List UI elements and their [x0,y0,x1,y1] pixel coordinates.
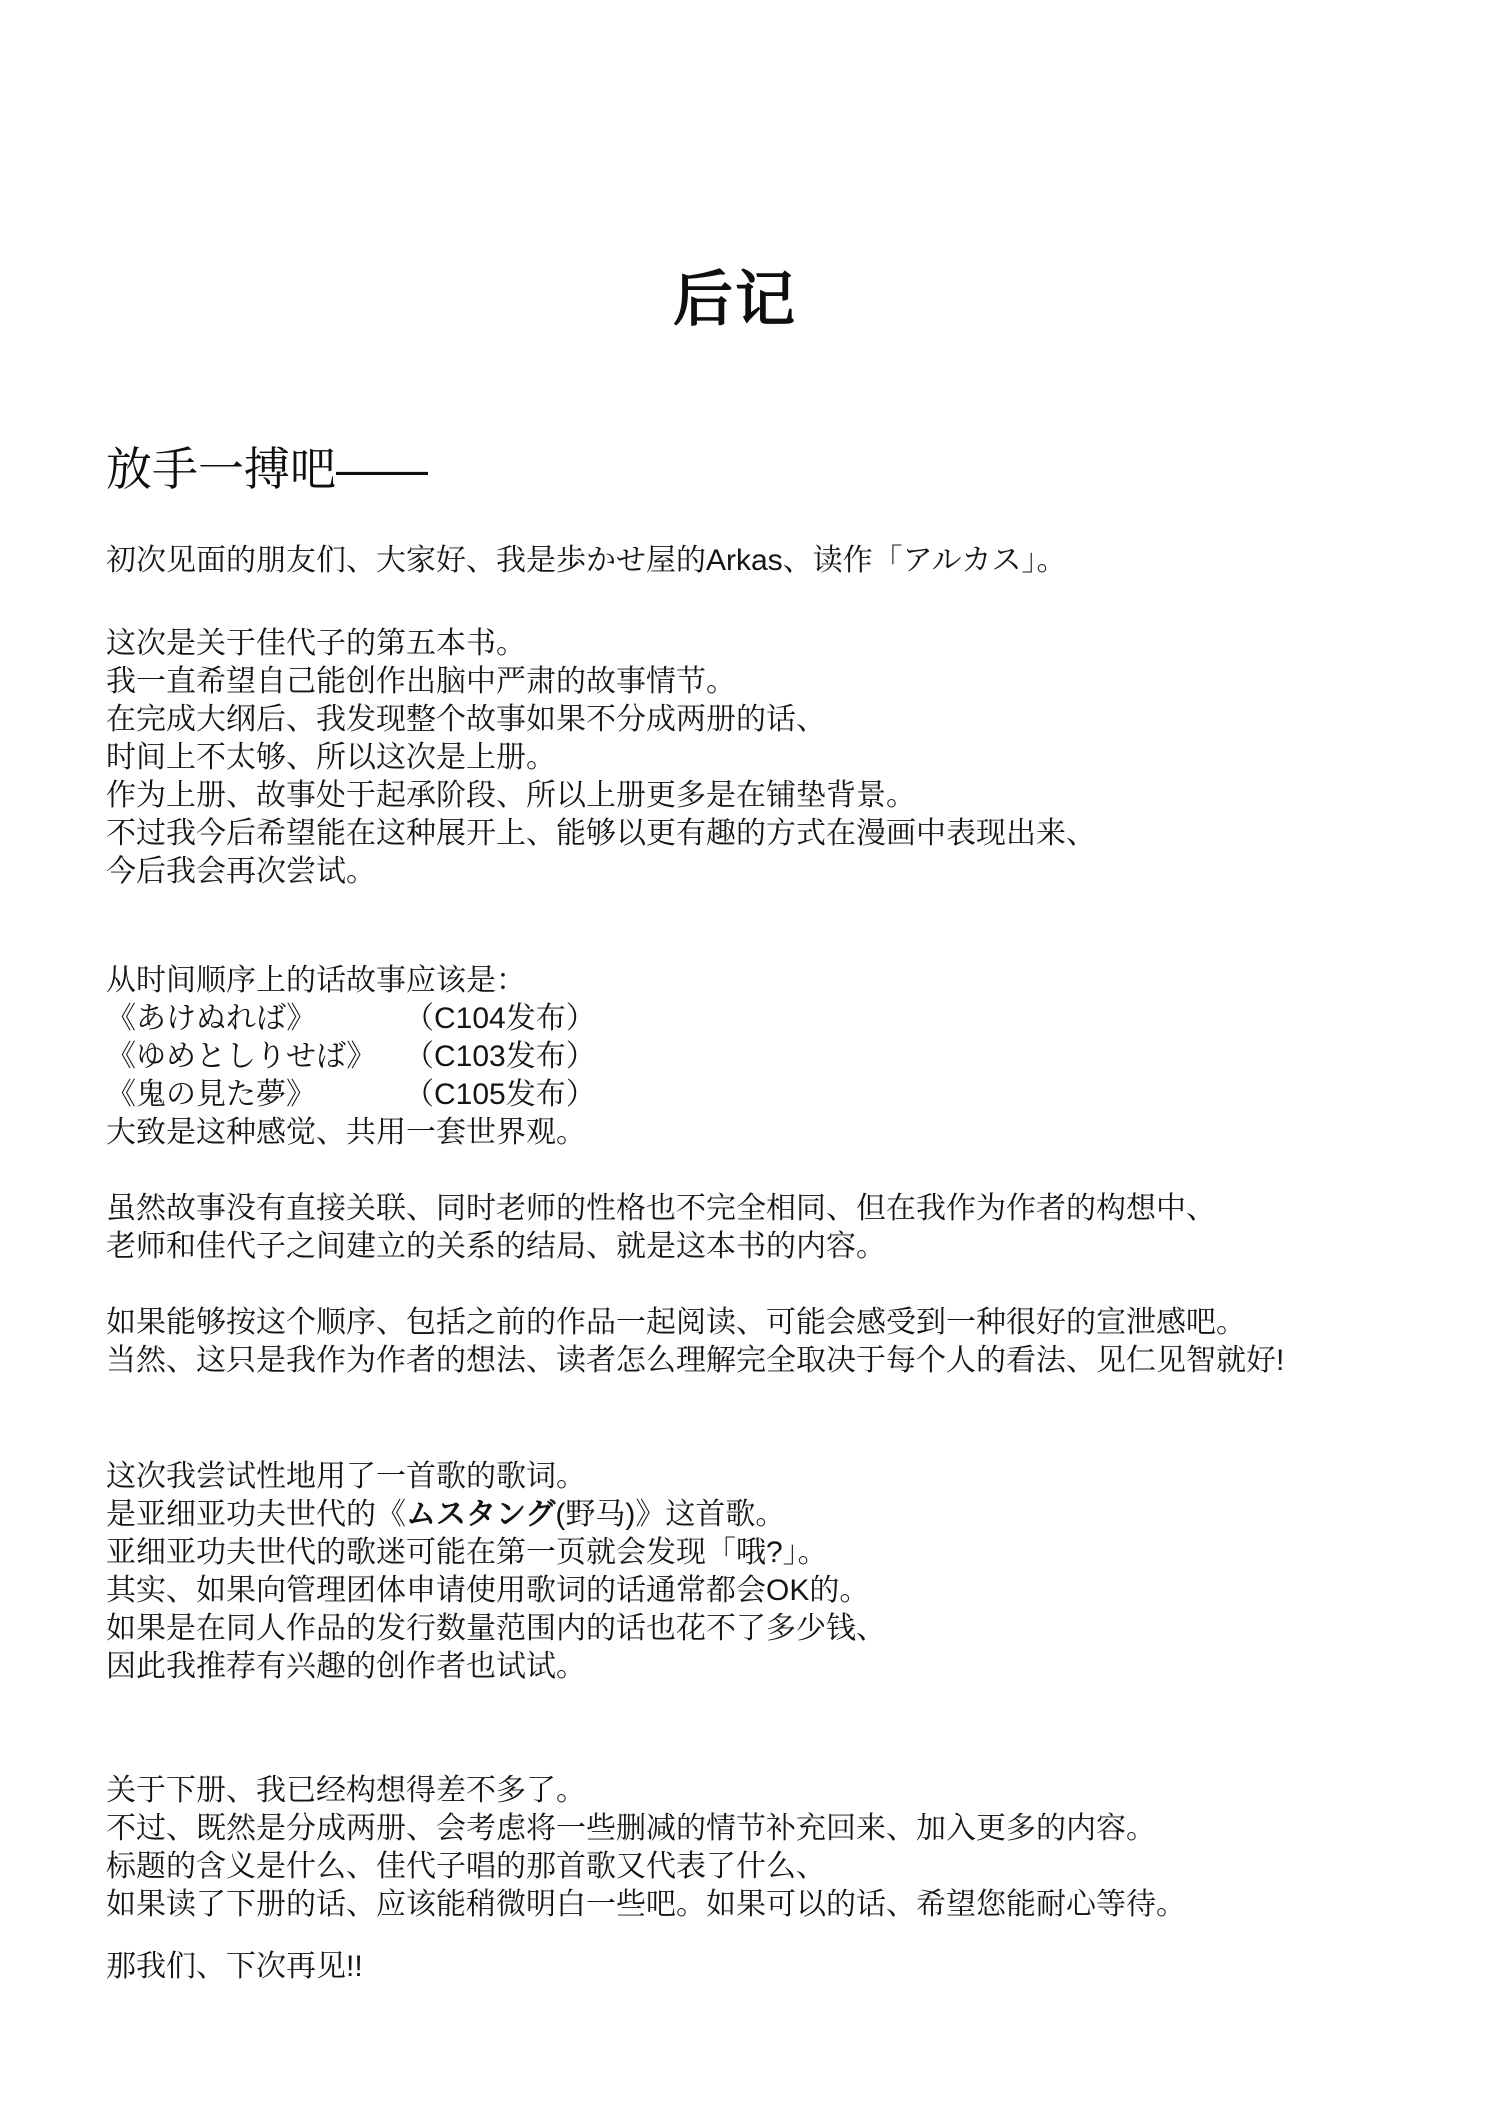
paragraph-relation [106,1190,1440,1266]
text-line: 如果是在同人作品的发行数量范围内的话也花不了多少钱、 [106,1612,886,1646]
work-title: 《鬼の見た夢》 [106,1078,316,1112]
work-title: 《あけぬれば》 [106,1002,317,1036]
text-line: 如果能够按这个顺序、包括之前的作品一起阅读、可能会感受到一种很好的宣泄感吧。 [106,1306,1246,1340]
text-line: 作为上册、故事处于起承阶段、所以上册更多是在铺垫背景。 [106,779,916,813]
text-line: 今后我会再次尝试。 [106,855,376,889]
text-line: 当然、这只是我作为作者的想法、读者怎么理解完全取决于每个人的看法、见仁见智就好! [106,1344,1285,1378]
afterword-content [0,444,1500,1986]
text-line: 其实、如果向管理团体申请使用歌词的话通常都会OK的。 [106,1574,870,1608]
text-line: 初次见面的朋友们、大家好、我是歩かせ屋的Arkas、读作「アルカス」。 [106,544,1067,578]
page-title: 后记 [673,266,797,334]
paragraph-next-volume [106,1772,1440,1924]
work-release: （C104发布） [404,1002,596,1036]
timeline-heading: 从时间顺序上的话故事应该是： [106,964,526,998]
text-line: 在完成大纲后、我发现整个故事如果不分成两册的话、 [106,703,826,737]
text-line: 关于下册、我已经构想得差不多了。 [106,1774,586,1808]
text-line: 不过、既然是分成两册、会考虑将一些删减的情节补充回来、加入更多的内容。 [106,1812,1156,1846]
work-title: 《ゆめとしりせば》 [106,1040,377,1074]
work-release: （C105发布） [404,1078,596,1112]
song-line-pre: 是亚细亚功夫世代的《 [106,1498,406,1532]
afterword-subtitle: 放手一搏吧—— [106,443,428,496]
text-line: 虽然故事没有直接关联、同时老师的性格也不完全相同、但在我作为作者的构想中、 [106,1192,1216,1226]
text-line: 这次我尝试性地用了一首歌的歌词。 [106,1460,586,1494]
text-line: 如果读了下册的话、应该能稍微明白一些吧。如果可以的话、希望您能耐心等待。 [106,1888,1186,1922]
paragraph-closing [106,1948,1440,1986]
text-line: 我一直希望自己能创作出脑中严肃的故事情节。 [106,665,736,699]
work-release: （C103发布） [404,1040,596,1074]
song-title-bold: ムスタング [406,1498,556,1532]
song-line-post: (野马)》这首歌。 [555,1498,786,1532]
work-row [106,1076,1440,1114]
text-line: 亚细亚功夫世代的歌迷可能在第一页就会发现「哦?」。 [106,1536,828,1570]
text-line: 不过我今后希望能在这种展开上、能够以更有趣的方式在漫画中表现出来、 [106,817,1096,851]
text-line: 标题的含义是什么、佳代子唱的那首歌又代表了什么、 [106,1850,826,1884]
work-row [106,1000,1440,1038]
song-title-line [106,1496,1440,1534]
text-line: 因此我推荐有兴趣的创作者也试试。 [106,1650,586,1684]
closing-line: 那我们、下次再见!! [106,1950,363,1984]
work-row [106,1038,1440,1076]
paragraph-lyrics [106,1458,1440,1686]
paragraph-timeline [106,962,1440,1152]
text-line: 这次是关于佳代子的第五本书。 [106,627,526,661]
timeline-note: 大致是这种感觉、共用一套世界观。 [106,1116,586,1150]
paragraph-reading-order [106,1304,1440,1380]
paragraph-intro [106,542,1440,580]
paragraph-book-info [106,625,1440,891]
text-line: 时间上不太够、所以这次是上册。 [106,741,556,775]
text-line: 老师和佳代子之间建立的关系的结局、就是这本书的内容。 [106,1230,886,1264]
